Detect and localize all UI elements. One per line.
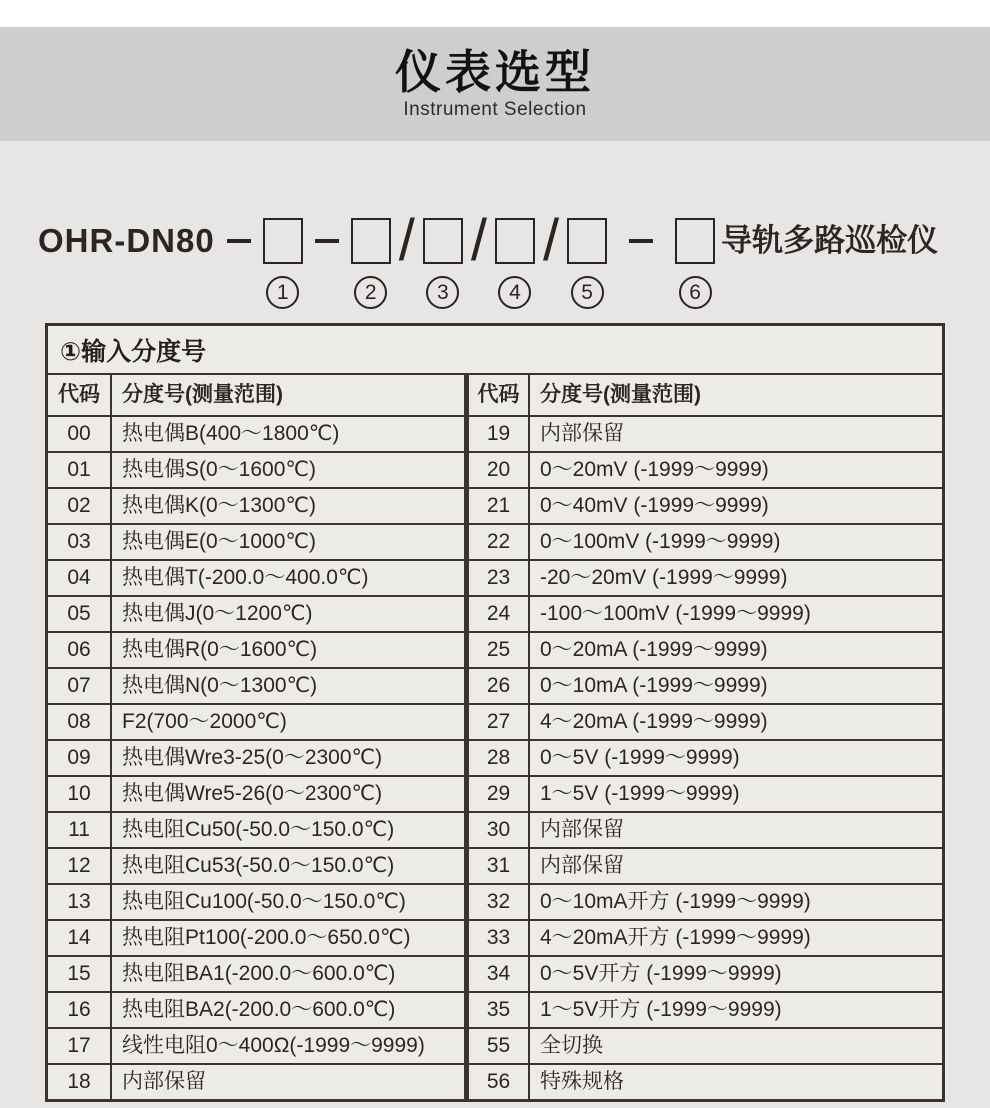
row-code-cell: 31 [464, 847, 530, 883]
row-desc-cell: 0～100mV (-1999～9999) [530, 523, 942, 559]
circled-number-5: 5 [571, 276, 604, 309]
page-title: 仪表选型 [395, 45, 595, 98]
row-desc-cell: 热电偶E(0～1000℃) [112, 523, 464, 559]
row-desc-cell: 线性电阻0～400Ω(-1999～9999) [112, 1027, 464, 1063]
row-desc-cell: 4～20mA (-1999～9999) [530, 703, 942, 739]
model-slot-1 [263, 218, 303, 309]
row-desc-cell: 0～5V开方 (-1999～9999) [530, 955, 942, 991]
row-desc-cell: F2(700～2000℃) [112, 703, 464, 739]
row-desc-cell: 内部保留 [112, 1063, 464, 1099]
code-box-5 [567, 218, 607, 264]
circled-number-6: 6 [679, 276, 712, 309]
row-code-cell: 18 [48, 1063, 112, 1099]
row-desc-cell: 0～10mA (-1999～9999) [530, 667, 942, 703]
slash-separator: / [470, 208, 487, 273]
row-code-cell: 14 [48, 919, 112, 955]
row-desc-cell: 热电阻Pt100(-200.0～650.0℃) [112, 919, 464, 955]
row-code-cell: 10 [48, 775, 112, 811]
header-band [0, 27, 990, 141]
row-code-cell: 11 [48, 811, 112, 847]
row-code-cell: 17 [48, 1027, 112, 1063]
table-grid [48, 375, 942, 1099]
instrument-selection-page [0, 27, 990, 1108]
row-desc-cell: 内部保留 [530, 847, 942, 883]
row-code-cell: 30 [464, 811, 530, 847]
row-desc-cell: 4～20mA开方 (-1999～9999) [530, 919, 942, 955]
row-code-cell: 00 [48, 415, 112, 451]
row-code-cell: 56 [464, 1063, 530, 1099]
input-graduation-table [45, 323, 945, 1102]
row-desc-cell: 热电偶R(0～1600℃) [112, 631, 464, 667]
slash-separator: / [398, 208, 415, 273]
code-box-3 [423, 218, 463, 264]
row-code-cell: 07 [48, 667, 112, 703]
row-desc-cell: 1～5V开方 (-1999～9999) [530, 991, 942, 1027]
model-slot-5 [567, 218, 607, 309]
row-code-cell: 04 [48, 559, 112, 595]
row-code-cell: 35 [464, 991, 530, 1027]
row-code-cell: 22 [464, 523, 530, 559]
dash-separator [315, 218, 339, 264]
row-code-cell: 25 [464, 631, 530, 667]
row-code-cell: 06 [48, 631, 112, 667]
model-suffix: 导轨多路巡检仪 [721, 223, 939, 258]
table-title: ①输入分度号 [48, 326, 942, 375]
row-code-cell: 20 [464, 451, 530, 487]
row-desc-cell: -100～100mV (-1999～9999) [530, 595, 942, 631]
row-code-cell: 24 [464, 595, 530, 631]
model-ordering-code [38, 208, 990, 309]
row-code-cell: 23 [464, 559, 530, 595]
dash-separator [629, 218, 653, 264]
row-code-cell: 12 [48, 847, 112, 883]
row-desc-cell: 热电偶B(400～1800℃) [112, 415, 464, 451]
dash-bar [227, 239, 251, 243]
row-code-cell: 15 [48, 955, 112, 991]
code-box-6 [675, 218, 715, 264]
row-desc-cell: 热电阻Cu50(-50.0～150.0℃) [112, 811, 464, 847]
row-desc-cell: 内部保留 [530, 811, 942, 847]
row-code-cell: 03 [48, 523, 112, 559]
row-desc-cell: 热电偶T(-200.0～400.0℃) [112, 559, 464, 595]
dash-separator [227, 218, 251, 264]
row-desc-cell: 特殊规格 [530, 1063, 942, 1099]
model-slot-6 [675, 218, 715, 309]
row-desc-cell: 全切换 [530, 1027, 942, 1063]
row-code-cell: 05 [48, 595, 112, 631]
circled-number-2: 2 [354, 276, 387, 309]
row-code-cell: 26 [464, 667, 530, 703]
row-code-cell: 28 [464, 739, 530, 775]
code-box-1 [263, 218, 303, 264]
row-code-cell: 08 [48, 703, 112, 739]
circled-number-4: 4 [498, 276, 531, 309]
slash-separator: / [542, 208, 560, 273]
row-desc-cell: 热电偶K(0～1300℃) [112, 487, 464, 523]
row-code-cell: 32 [464, 883, 530, 919]
column-header-range-left: 分度号(测量范围) [122, 383, 283, 407]
row-desc-cell: 0～5V (-1999～9999) [530, 739, 942, 775]
row-desc-cell: 热电偶Wre5-26(0～2300℃) [112, 775, 464, 811]
code-box-4 [495, 218, 535, 264]
row-code-cell: 01 [48, 451, 112, 487]
row-desc-cell: 热电阻Cu100(-50.0～150.0℃) [112, 883, 464, 919]
row-desc-cell: 0～20mV (-1999～9999) [530, 451, 942, 487]
row-desc-cell: 热电阻Cu53(-50.0～150.0℃) [112, 847, 464, 883]
row-desc-cell: 热电阻BA1(-200.0～600.0℃) [112, 955, 464, 991]
row-desc-cell: 热电偶J(0～1200℃) [112, 595, 464, 631]
model-prefix: OHR-DN80 [38, 222, 215, 259]
row-desc-cell: 热电偶N(0～1300℃) [112, 667, 464, 703]
row-desc-cell: 0～40mV (-1999～9999) [530, 487, 942, 523]
row-desc-cell: 0～20mA (-1999～9999) [530, 631, 942, 667]
row-code-cell: 55 [464, 1027, 530, 1063]
row-desc-cell: 热电偶S(0～1600℃) [112, 451, 464, 487]
dash-bar [315, 239, 339, 243]
row-code-cell: 02 [48, 487, 112, 523]
row-desc-cell: 热电阻BA2(-200.0～600.0℃) [112, 991, 464, 1027]
row-code-cell: 29 [464, 775, 530, 811]
circled-number-3: 3 [426, 276, 459, 309]
model-slot-4 [495, 218, 535, 309]
model-slot-3 [423, 218, 463, 309]
row-code-cell: 13 [48, 883, 112, 919]
row-desc-cell: 热电偶Wre3-25(0～2300℃) [112, 739, 464, 775]
row-code-cell: 09 [48, 739, 112, 775]
column-header-code-right: 代码 [464, 375, 530, 415]
circled-number-1: 1 [266, 276, 299, 309]
row-code-cell: 21 [464, 487, 530, 523]
page-subtitle: Instrument Selection [403, 99, 587, 121]
row-code-cell: 33 [464, 919, 530, 955]
row-desc-cell: 内部保留 [530, 415, 942, 451]
row-code-cell: 27 [464, 703, 530, 739]
row-desc-cell: 0～10mA开方 (-1999～9999) [530, 883, 942, 919]
row-code-cell: 19 [464, 415, 530, 451]
column-header-range-right: 分度号(测量范围) [540, 383, 701, 407]
model-slot-2 [351, 218, 391, 309]
row-code-cell: 16 [48, 991, 112, 1027]
dash-bar [629, 239, 653, 243]
row-desc-cell: 1～5V (-1999～9999) [530, 775, 942, 811]
column-header-code-left: 代码 [48, 375, 112, 415]
row-desc-cell: -20～20mV (-1999～9999) [530, 559, 942, 595]
row-code-cell: 34 [464, 955, 530, 991]
code-box-2 [351, 218, 391, 264]
